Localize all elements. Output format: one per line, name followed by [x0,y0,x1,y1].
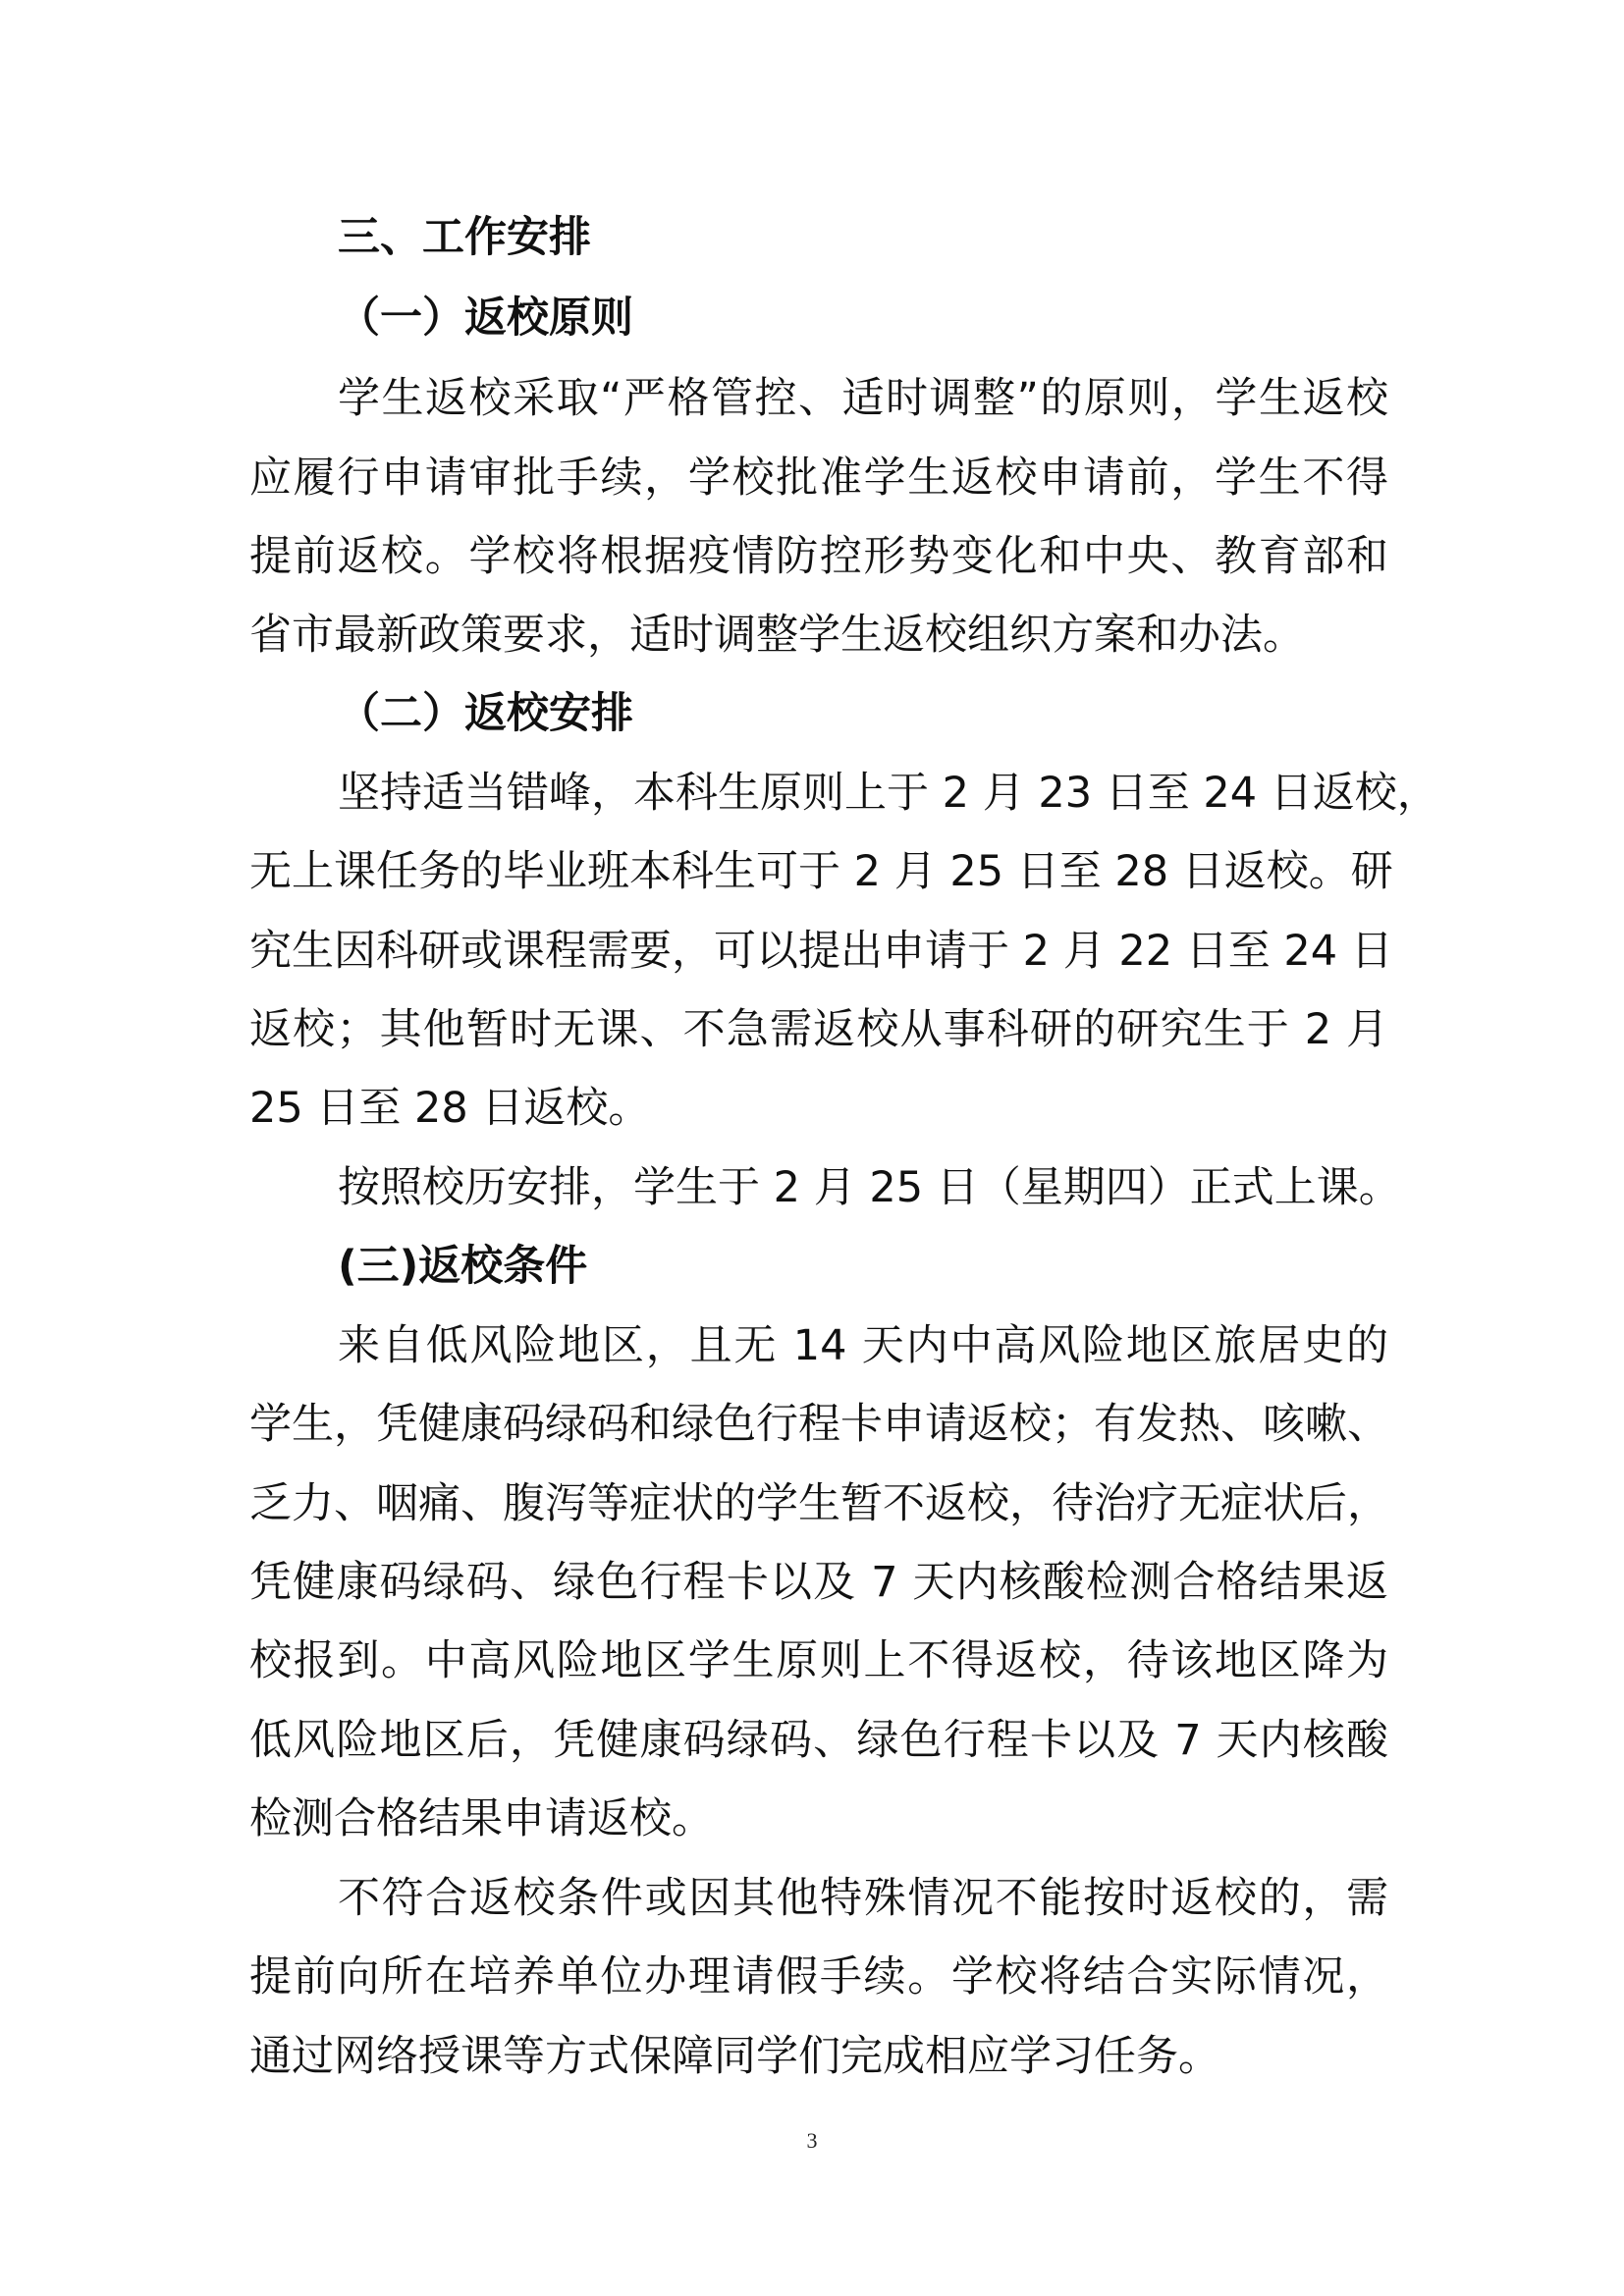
paragraph-line: 究生因科研或课程需要，可以提出申请于 2 月 22 日至 24 日 [249,927,1393,976]
paragraph-line: 检测合格结果申请返校。 [249,1794,714,1843]
paragraph-line: 返校；其他暂时无课、不急需返校从事科研的研究生于 2 月 [249,1005,1388,1054]
paragraph-line: 坚持适当错峰，本科生原则上于 2 月 23 日至 24 日返校， [338,769,1439,818]
paragraph-line: 应履行申请审批手续，学校批准学生返校申请前，学生不得 [249,454,1388,503]
paragraph-line: 凭健康码绿码、绿色行程卡以及 7 天内核酸检测合格结果返 [249,1558,1388,1607]
paragraph-line: 学生返校采取“严格管控、适时调整”的原则，学生返校 [338,374,1388,423]
paragraph-line: 学生，凭健康码绿码和绿色行程卡申请返校；有发热、咳嗽、 [249,1400,1389,1449]
subsection-heading-arrangement: （二）返校安排 [338,689,633,738]
paragraph-line: 通过网络授课等方式保障同学们完成相应学习任务。 [249,2032,1220,2081]
paragraph-line: 低风险地区后，凭健康码绿码、绿色行程卡以及 7 天内核酸 [249,1716,1388,1765]
paragraph-line: 无上课任务的毕业班本科生可于 2 月 25 日至 28 日返校。研 [249,847,1393,896]
section-title: 三、工作安排 [338,213,591,262]
paragraph-line: 提前返校。学校将根据疫情防控形势变化和中央、教育部和 [249,532,1388,581]
paragraph-line: 不符合返校条件或因其他特殊情况不能按时返校的，需 [338,1874,1388,1923]
paragraph-line: 25 日至 28 日返校。 [249,1084,651,1133]
paragraph-line: 按照校历安排，学生于 2 月 25 日（星期四）正式上课。 [338,1163,1401,1212]
page-number: 3 [806,2128,818,2153]
paragraph-line: 来自低风险地区，且无 14 天内中高风险地区旅居史的 [338,1321,1388,1370]
paragraph-line: 提前向所在培养单位办理请假手续。学校将结合实际情况， [249,1952,1388,2002]
paragraph-line: 省市最新政策要求，适时调整学生返校组织方案和办法。 [249,611,1305,660]
paragraph-line: 乏力、咽痛、腹泻等症状的学生暂不返校，待治疗无症状后， [249,1479,1389,1528]
paragraph-line: 校报到。中高风险地区学生原则上不得返校，待该地区降为 [249,1636,1388,1685]
subsection-heading-principles: （一）返校原则 [338,294,633,343]
subsection-heading-conditions: (三)返校条件 [338,1242,588,1291]
